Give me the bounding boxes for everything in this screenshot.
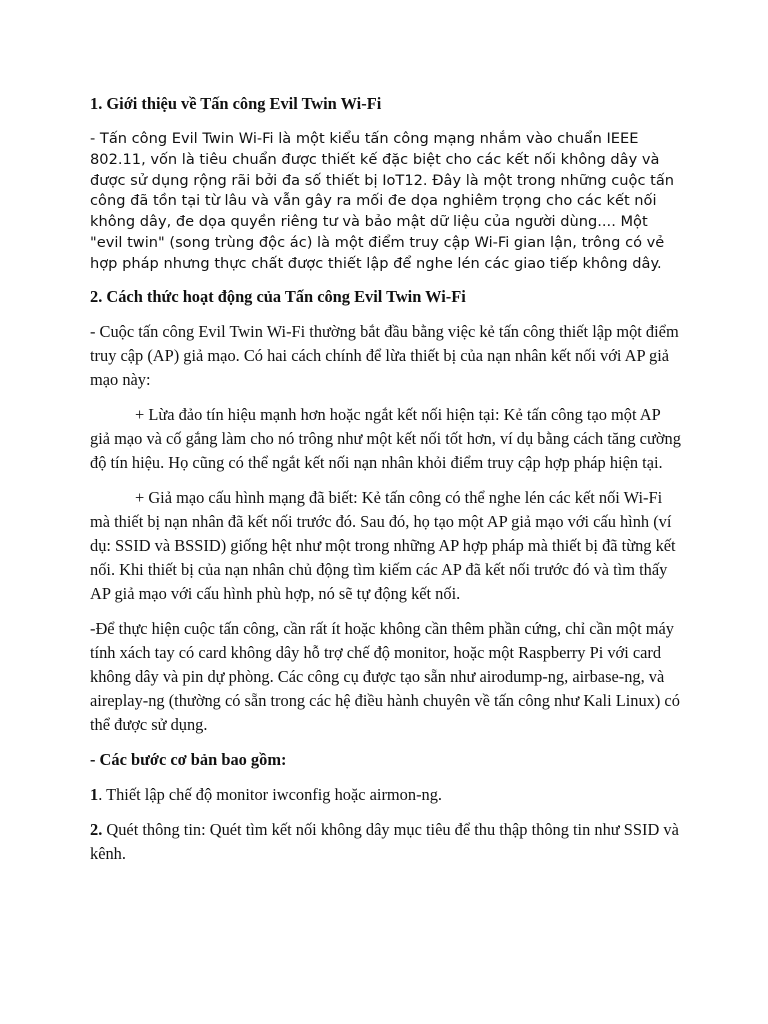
step-text: Quét thông tin: Quét tìm kết nối không dây mục tiêu để thu thập thông tin như SSID và kênh. <box>90 819 679 863</box>
step-item-1 <box>90 783 682 807</box>
document-page <box>90 92 682 866</box>
method-1-paragraph: + Lừa đảo tín hiệu mạnh hơn hoặc ngắt kết nối hiện tại: Kẻ tấn công tạo một AP giả mạo và cố gắng làm cho nó trông như một kết nối tốt hơn, ví dụ bằng cách tăng cường độ tín hiệu. Họ cũng có thể ngắt kết nối nạn nhân khỏi điểm truy cập hợp pháp hiện tại. <box>90 404 681 472</box>
requirements-paragraph: -Để thực hiện cuộc tấn công, cần rất ít hoặc không cần thêm phần cứng, chỉ cần một máy tính xách tay có card không dây hỗ trợ chế độ monitor, hoặc một Raspberry Pi với card không dây và pin dự phòng. Các công cụ được tạo sẵn như airodump-ng, airbase-ng, và aireplay-ng (thường có sẵn trong các hệ điều hành chuyên về tấn công như Kali Linux) có thể được sử dụng. <box>90 618 680 734</box>
step-number: 2. <box>90 819 103 839</box>
section-1-paragraph: - Tấn công Evil Twin Wi-Fi là một kiểu tấn công mạng nhắm vào chuẩn IEEE 802.11, vốn là tiêu chuẩn được thiết kế đặc biệt cho các kết nối không dây và được sử dụng rộng rãi bởi đa số thiết bị IoT12. Đây là một trong những cuộc tấn công đã tồn tại từ lâu và vẫn gây ra mối đe dọa nghiêm trọng cho các kết nối không dây, đe dọa quyền riêng tư và bảo mật dữ liệu của người dùng.... Một "evil twin" (song trùng độc ác) là một điểm truy cập Wi-Fi gian lận, trông có vẻ hợp pháp nhưng thực chất được thiết lập để nghe lén các giao tiếp không dây. <box>90 130 675 272</box>
method-2-paragraph: + Giả mạo cấu hình mạng đã biết: Kẻ tấn công có thể nghe lén các kết nối Wi-Fi mà thiết bị nạn nhân đã kết nối trước đó. Sau đó, họ tạo một AP giả mạo với cấu hình (ví dụ: SSID và BSSID) giống hệt như một trong những AP hợp pháp mà thiết bị đã từng kết nối. Khi thiết bị của nạn nhân chủ động tìm kiếm các AP đã kết nối trước đó và tìm thấy AP giả mạo với cấu hình phù hợp, nó sẽ tự động kết nối. <box>90 487 676 603</box>
steps-heading-text: - Các bước cơ bản bao gồm: <box>90 749 287 769</box>
step-number: 1 <box>90 784 99 804</box>
section-2-heading: 2. Cách thức hoạt động của Tấn công Evil Twin Wi-Fi <box>90 286 466 306</box>
section-2-intro: - Cuộc tấn công Evil Twin Wi-Fi thường bắt đầu bằng việc kẻ tấn công thiết lập một điểm truy cập (AP) giả mạo. Có hai cách chính để lừa thiết bị của nạn nhân kết nối với AP giả mạo này: <box>90 321 679 389</box>
steps-heading <box>90 748 682 772</box>
step-text: . Thiết lập chế độ monitor iwconfig hoặc airmon-ng. <box>98 784 443 804</box>
step-item-2 <box>90 818 682 866</box>
section-1-heading: 1. Giới thiệu về Tấn công Evil Twin Wi-Fi <box>90 94 382 113</box>
